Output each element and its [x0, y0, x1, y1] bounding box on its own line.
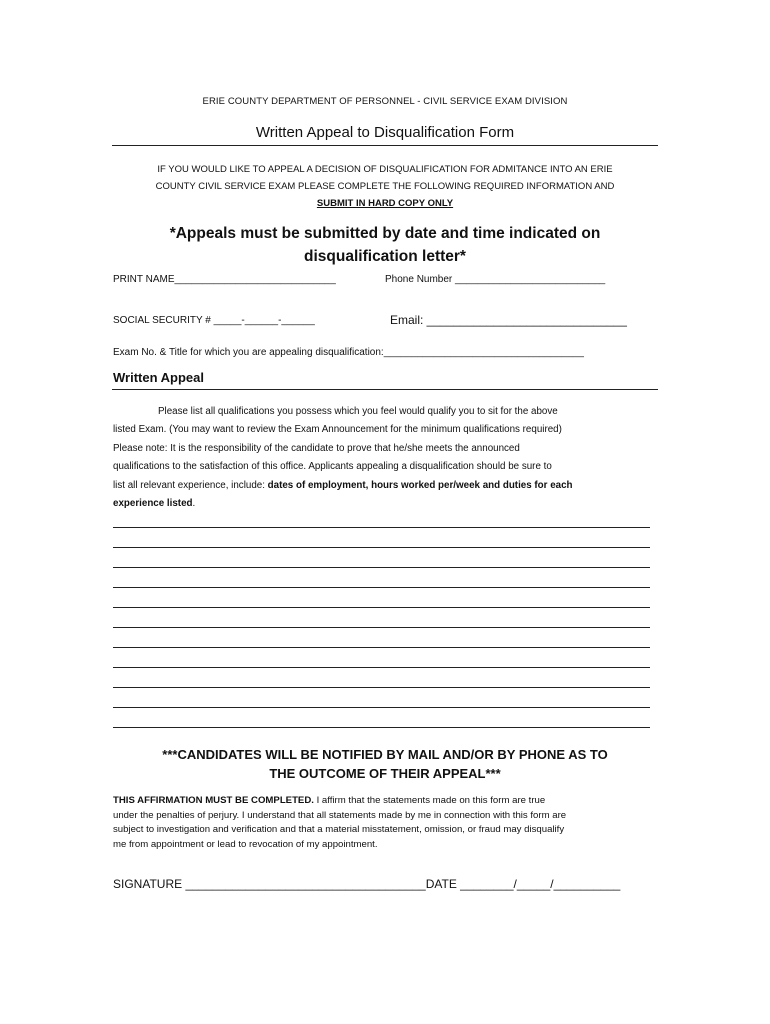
deadline-line: *Appeals must be submitted by date and time indicated on — [169, 225, 601, 242]
email-field[interactable]: Email: ______________________________ — [390, 313, 627, 327]
submit-hard-copy-note: SUBMIT IN HARD COPY ONLY — [316, 198, 454, 209]
exam-title-field[interactable]: Exam No. & Title for which you are appealing disqualification:____________________________________ — [113, 347, 584, 358]
writing-line[interactable] — [113, 667, 650, 668]
affirmation-text: I affirm that the statements made on this form are true — [313, 795, 546, 806]
intro-line: IF YOU WOULD LIKE TO APPEAL A DECISION OF DISQUALIFICATION FOR ADMITANCE INTO AN ERIE — [157, 164, 613, 175]
notify-line: THE OUTCOME OF THEIR APPEAL*** — [269, 766, 501, 781]
appeal-instructions — [113, 403, 663, 513]
print-name-field[interactable]: PRINT NAME_____________________________ — [113, 274, 336, 285]
intro-instructions — [0, 161, 770, 212]
instruction-line — [113, 477, 663, 495]
instruction-line — [113, 495, 663, 513]
writing-line[interactable] — [113, 547, 650, 548]
affirmation-line: under the penalties of perjury. I understand that all statements made by me in connection with this form are — [113, 809, 567, 821]
instruction-line: Please list all qualifications you possess which you feel would qualify you to sit for the above — [158, 406, 558, 417]
phone-number-field[interactable]: Phone Number ___________________________ — [385, 274, 606, 285]
department-heading: ERIE COUNTY DEPARTMENT OF PERSONNEL - CIVIL SERVICE EXAM DIVISION — [202, 96, 568, 107]
affirmation-heading: THIS AFFIRMATION MUST BE COMPLETED. — [113, 795, 314, 806]
form-title: Written Appeal to Disqualification Form — [255, 124, 515, 141]
title-divider — [112, 145, 658, 146]
writing-line[interactable] — [113, 647, 650, 648]
instruction-line: Please note: It is the responsibility of the candidate to prove that he/she meets the announced — [113, 442, 520, 454]
deadline-line: disqualification letter* — [304, 248, 466, 265]
intro-line: COUNTY CIVIL SERVICE EXAM PLEASE COMPLETE THE FOLLOWING REQUIRED INFORMATION AND — [155, 181, 615, 192]
instruction-emphasis: experience listed — [113, 498, 193, 510]
notify-line: ***CANDIDATES WILL BE NOTIFIED BY MAIL AND/OR BY PHONE AS TO — [162, 747, 608, 762]
affirmation-statement — [113, 794, 566, 852]
writing-line[interactable] — [113, 527, 650, 528]
instruction-line: listed Exam. (You may want to review the Exam Announcement for the minimum qualifications required) — [113, 424, 562, 436]
writing-line[interactable] — [113, 587, 650, 588]
affirmation-line: me from appointment or lead to revocation of my appointment. — [113, 838, 378, 850]
signature-date-field[interactable]: SIGNATURE ____________________________________DATE ________/_____/__________ — [113, 877, 621, 891]
writing-line[interactable] — [113, 627, 650, 628]
writing-line[interactable] — [113, 607, 650, 608]
writing-line[interactable] — [113, 727, 650, 728]
deadline-notice — [0, 222, 770, 268]
instruction-line: qualifications to the satisfaction of this office. Applicants appealing a disqualification should be sure to — [113, 461, 552, 473]
social-security-field[interactable]: SOCIAL SECURITY # _____-______-______ — [113, 315, 315, 326]
notification-notice — [0, 745, 770, 783]
instruction-text: . — [192, 498, 196, 510]
writing-line[interactable] — [113, 707, 650, 708]
writing-line[interactable] — [113, 567, 650, 568]
written-appeal-heading: Written Appeal — [113, 370, 205, 385]
instruction-emphasis: dates of employment, hours worked per/week and duties for each — [267, 479, 573, 491]
writing-line[interactable] — [113, 687, 650, 688]
affirmation-line — [113, 794, 566, 809]
affirmation-line: subject to investigation and verification and that a material misstatement, omission, or fraud may disqualify — [113, 824, 565, 835]
section-divider — [112, 389, 658, 390]
instruction-text: list all relevant experience, include: — [113, 479, 268, 491]
